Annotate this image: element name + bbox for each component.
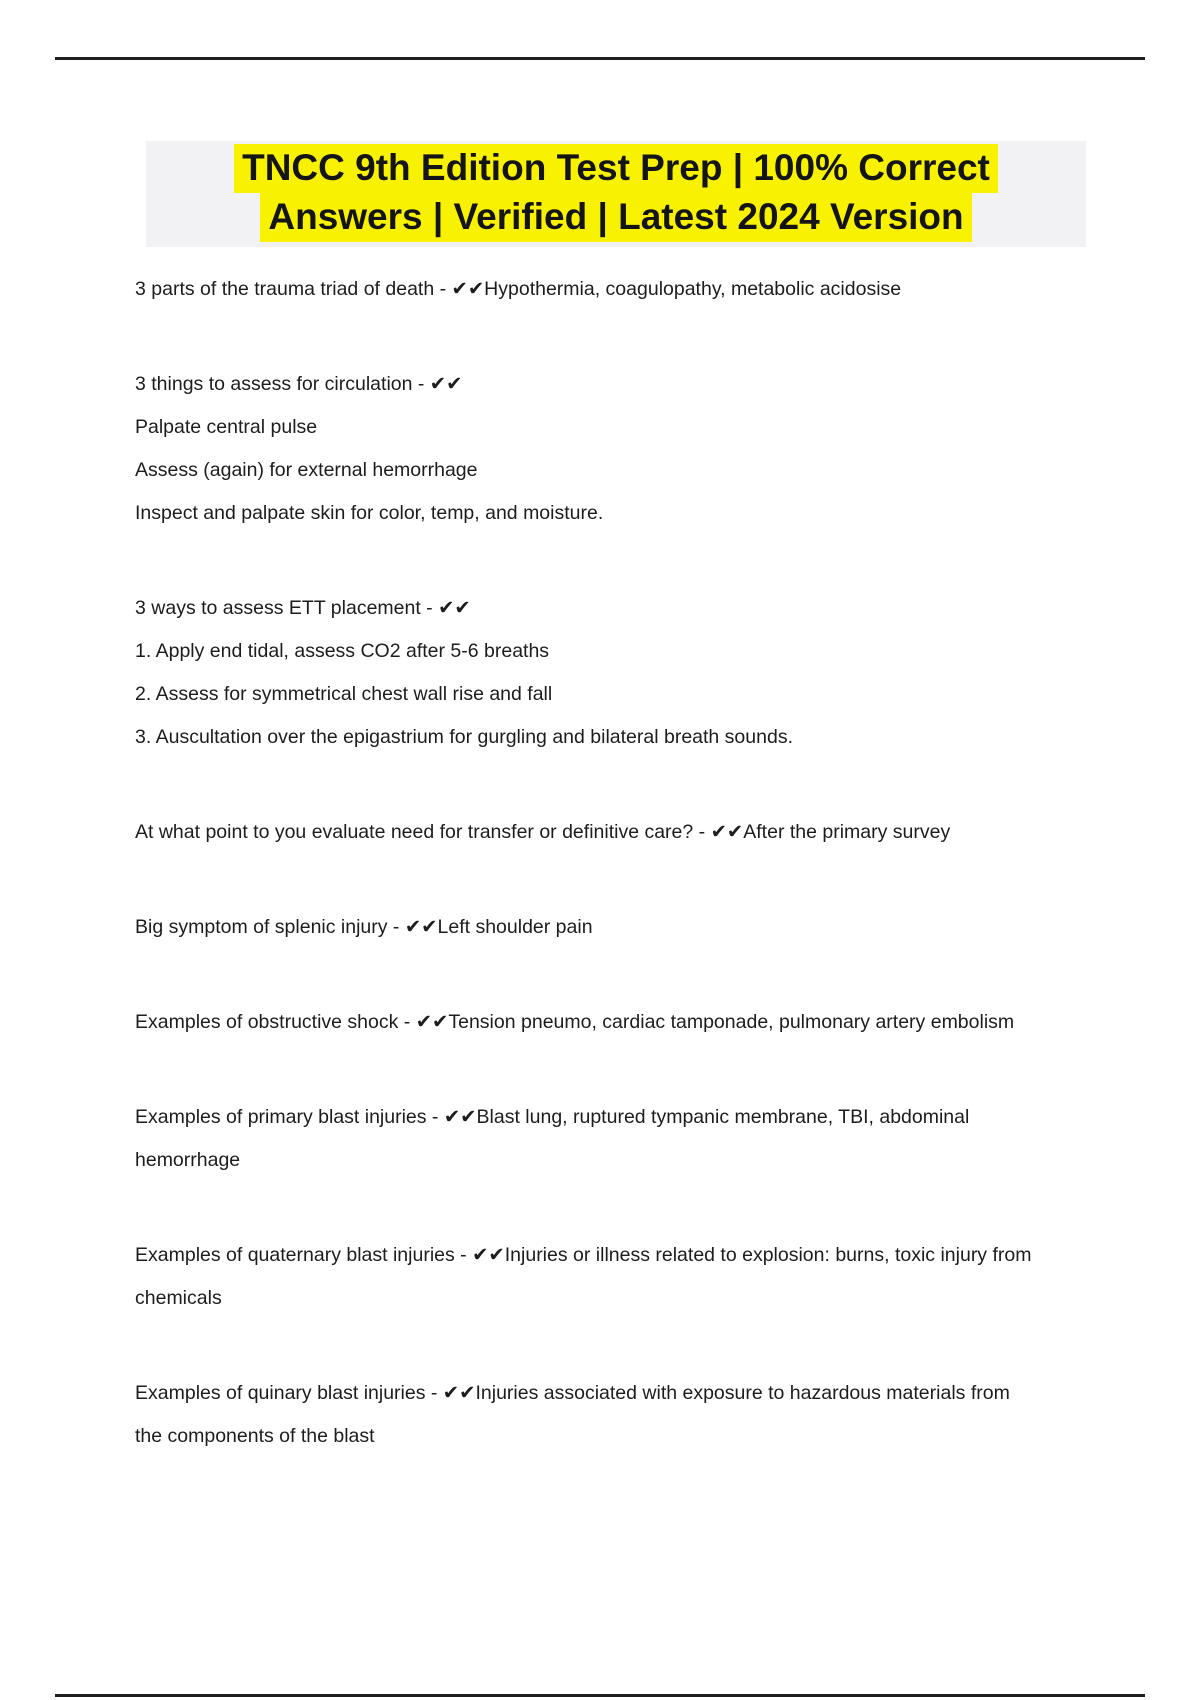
page-title-line-2: Answers | Verified | Latest 2024 Version	[260, 193, 971, 242]
qa-line: 3 things to assess for circulation - ✔✔	[135, 373, 463, 395]
qa-item	[135, 1001, 1095, 1044]
qa-line: Examples of primary blast injuries - ✔✔Blast lung, ruptured tympanic membrane, TBI, abdominal	[135, 1106, 970, 1128]
qa-line: Assess (again) for external hemorrhage	[135, 459, 478, 481]
document-body	[135, 268, 1095, 1510]
qa-item	[135, 587, 1095, 759]
qa-line: Inspect and palpate skin for color, temp, and moisture.	[135, 502, 604, 524]
qa-line: 3 ways to assess ETT placement - ✔✔	[135, 597, 471, 619]
qa-line: 1. Apply end tidal, assess CO2 after 5-6 breaths	[135, 640, 550, 662]
qa-item	[135, 268, 1095, 311]
qa-line: Palpate central pulse	[135, 416, 318, 438]
qa-line: 3. Auscultation over the epigastrium for gurgling and bilateral breath sounds.	[135, 726, 793, 748]
qa-line: Big symptom of splenic injury - ✔✔Left shoulder pain	[135, 916, 593, 938]
qa-item	[135, 1372, 1095, 1458]
qa-line: the components of the blast	[135, 1425, 375, 1447]
qa-line: 3 parts of the trauma triad of death - ✔✔Hypothermia, coagulopathy, metabolic acidosise	[135, 278, 902, 300]
qa-line: Examples of obstructive shock - ✔✔Tension pneumo, cardiac tamponade, pulmonary artery embolism	[135, 1011, 1015, 1033]
qa-item	[135, 1234, 1095, 1320]
qa-item	[135, 363, 1095, 535]
document-title-block	[146, 141, 1086, 247]
page-title-line-1: TNCC 9th Edition Test Prep | 100% Correct	[234, 144, 998, 193]
qa-line: 2. Assess for symmetrical chest wall rise and fall	[135, 683, 553, 705]
qa-item	[135, 811, 1095, 854]
qa-item	[135, 1096, 1095, 1182]
qa-item	[135, 906, 1095, 949]
qa-line: hemorrhage	[135, 1149, 241, 1171]
page-top-rule	[55, 57, 1145, 60]
page-title	[146, 143, 1086, 241]
qa-line: Examples of quaternary blast injuries - ✔✔Injuries or illness related to explosion: burns, toxic injury from	[135, 1244, 1032, 1266]
qa-line: Examples of quinary blast injuries - ✔✔Injuries associated with exposure to hazardous materials from	[135, 1382, 1010, 1404]
qa-line: At what point to you evaluate need for transfer or definitive care? - ✔✔After the primary survey	[135, 821, 951, 843]
qa-list	[135, 268, 1095, 1458]
page-bottom-rule	[55, 1694, 1145, 1697]
qa-line: chemicals	[135, 1287, 222, 1309]
